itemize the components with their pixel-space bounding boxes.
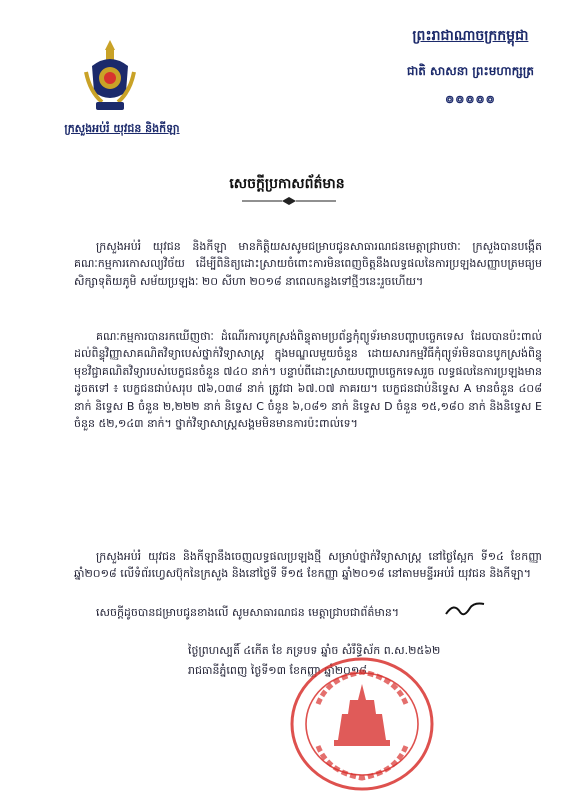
national-motto: ជាតិ សាសនា ព្រះមហាក្សត្រ: [406, 64, 534, 78]
ministry-emblem-icon: [82, 38, 138, 114]
paragraph-1: ក្រសួងអប់រំ យុវជន និងកីឡា មានកិត្តិយសសូមជម្រាបជូនសាធារណជនមេត្តាជ្រាបថាៈ ក្រសួងបានបង្កើតគណៈកម្មការកោសល្យវិច័យ ដើម្បីពិនិត្យដោះស្រាយចំពោះការមិនពេញចិត្តនឹងលទ្ធផលនៃការប្រឡងសញ្ញាបត្រមធ្យមសិក្សាទុតិយភូមិ សម័យប្រឡងៈ ២០ សីហា ២០១៨ នាពេលកន្លងទៅថ្មីៗនេះរួចហើយ។: [74, 240, 542, 288]
date-lunar: ថ្ងៃព្រហស្បតិ៍ ៤កើត ខែ ភទ្របទ ឆ្នាំច សំរឹទ្ធិស័ក ព.ស.២៥៦២: [188, 644, 441, 657]
initials-signature-icon: [444, 598, 486, 620]
kingdom-header: [407, 26, 534, 109]
header-ornament: ៙៙៙៙៙: [445, 93, 496, 106]
paragraph-3: ក្រសួងអប់រំ យុវជន និងកីឡានឹងចេញលទ្ធផលប្រឡងថ្មី សម្រាប់ថ្នាក់វិទ្យាសាស្ត្រ នៅថ្ងៃស្អែក ទី១៤ ខែកញ្ញា ឆ្នាំ២០១៨ លើទំព័រហ្វេសប៊ុកនៃក្រសួង និងនៅថ្ងៃទី ទី១៥ ខែកញ្ញា ឆ្នាំ២០១៨ នៅតាមមន្ទីរអប់រំ យុវជន និងកីឡា។: [74, 550, 542, 581]
paragraph-4: សេចក្ដីដូចបានជម្រាបជូនខាងលើ សូមសាធារណជន មេត្តាជ្រាបជាព័ត៌មាន។: [96, 606, 400, 619]
paragraph-2: គណៈកម្មការបានរកឃើញថាៈ ដំណើរការបូកស្រង់ពិន្ទុតាមប្រព័ន្ធកុំព្យូទ័រមានបញ្ហាបច្ចេកទេស ដែលបានប៉ះពាល់ដល់ពិន្ទុវិញ្ញាសាគណិតវិទ្យាបេស់ថ្នាក់វិទ្យាសាស្ត្រ ក្នុងមណ្ឌលមួយចំនួន ដោយសារកម្មវិធីកុំព្យូទ័រមិនបានបូកស្រង់ពិន្ទុមុខវិជ្ជាគណិតវិទ្យារបស់បេក្ខជនចំនួន ៧៤០ នាក់។ បន្ទាប់ពីដោះស្រាយបញ្ហាបច្ចេកទេសរួច លទ្ធផលនៃការប្រឡងមានដូចតទៅ ៖ បេក្ខជនជាប់សរុប ៧៦,០៣៨ នាក់ ត្រូវជា ៦៧.០៧ ភាគរយ។ បេក្ខជនជាប់និទ្ទេស A មានចំនួន ៤០៨ នាក់ និទ្ទេស B ចំនួន ២,២២២ នាក់ និទ្ទេស C ចំនួន ៦,០៨១ នាក់ និទ្ទេស D ចំនួន ១៥,១៨០ នាក់ និងនិទ្ទេស E ចំនួន ៥២,១៤៣ នាក់។ ថ្នាក់វិទ្យាសាស្ត្រសង្គមមិនមានការប៉ះពាល់ទេ។: [74, 330, 542, 431]
official-seal-icon: [288, 654, 436, 794]
document-title: សេចក្ដីប្រកាសព័ត៌មាន: [229, 176, 345, 192]
ministry-name: ក្រសួងអប់រំ យុវជន និងកីឡា: [64, 122, 180, 135]
kingdom-name: ព្រះរាជាណាចក្រកម្ពុជា: [412, 28, 529, 44]
title-divider-ornament-icon: [242, 196, 336, 206]
date-solar: រាជធានីភ្នំពេញ ថ្ងៃទី១៣ ខែកញ្ញា ឆ្នាំ២០១៨: [188, 664, 367, 677]
